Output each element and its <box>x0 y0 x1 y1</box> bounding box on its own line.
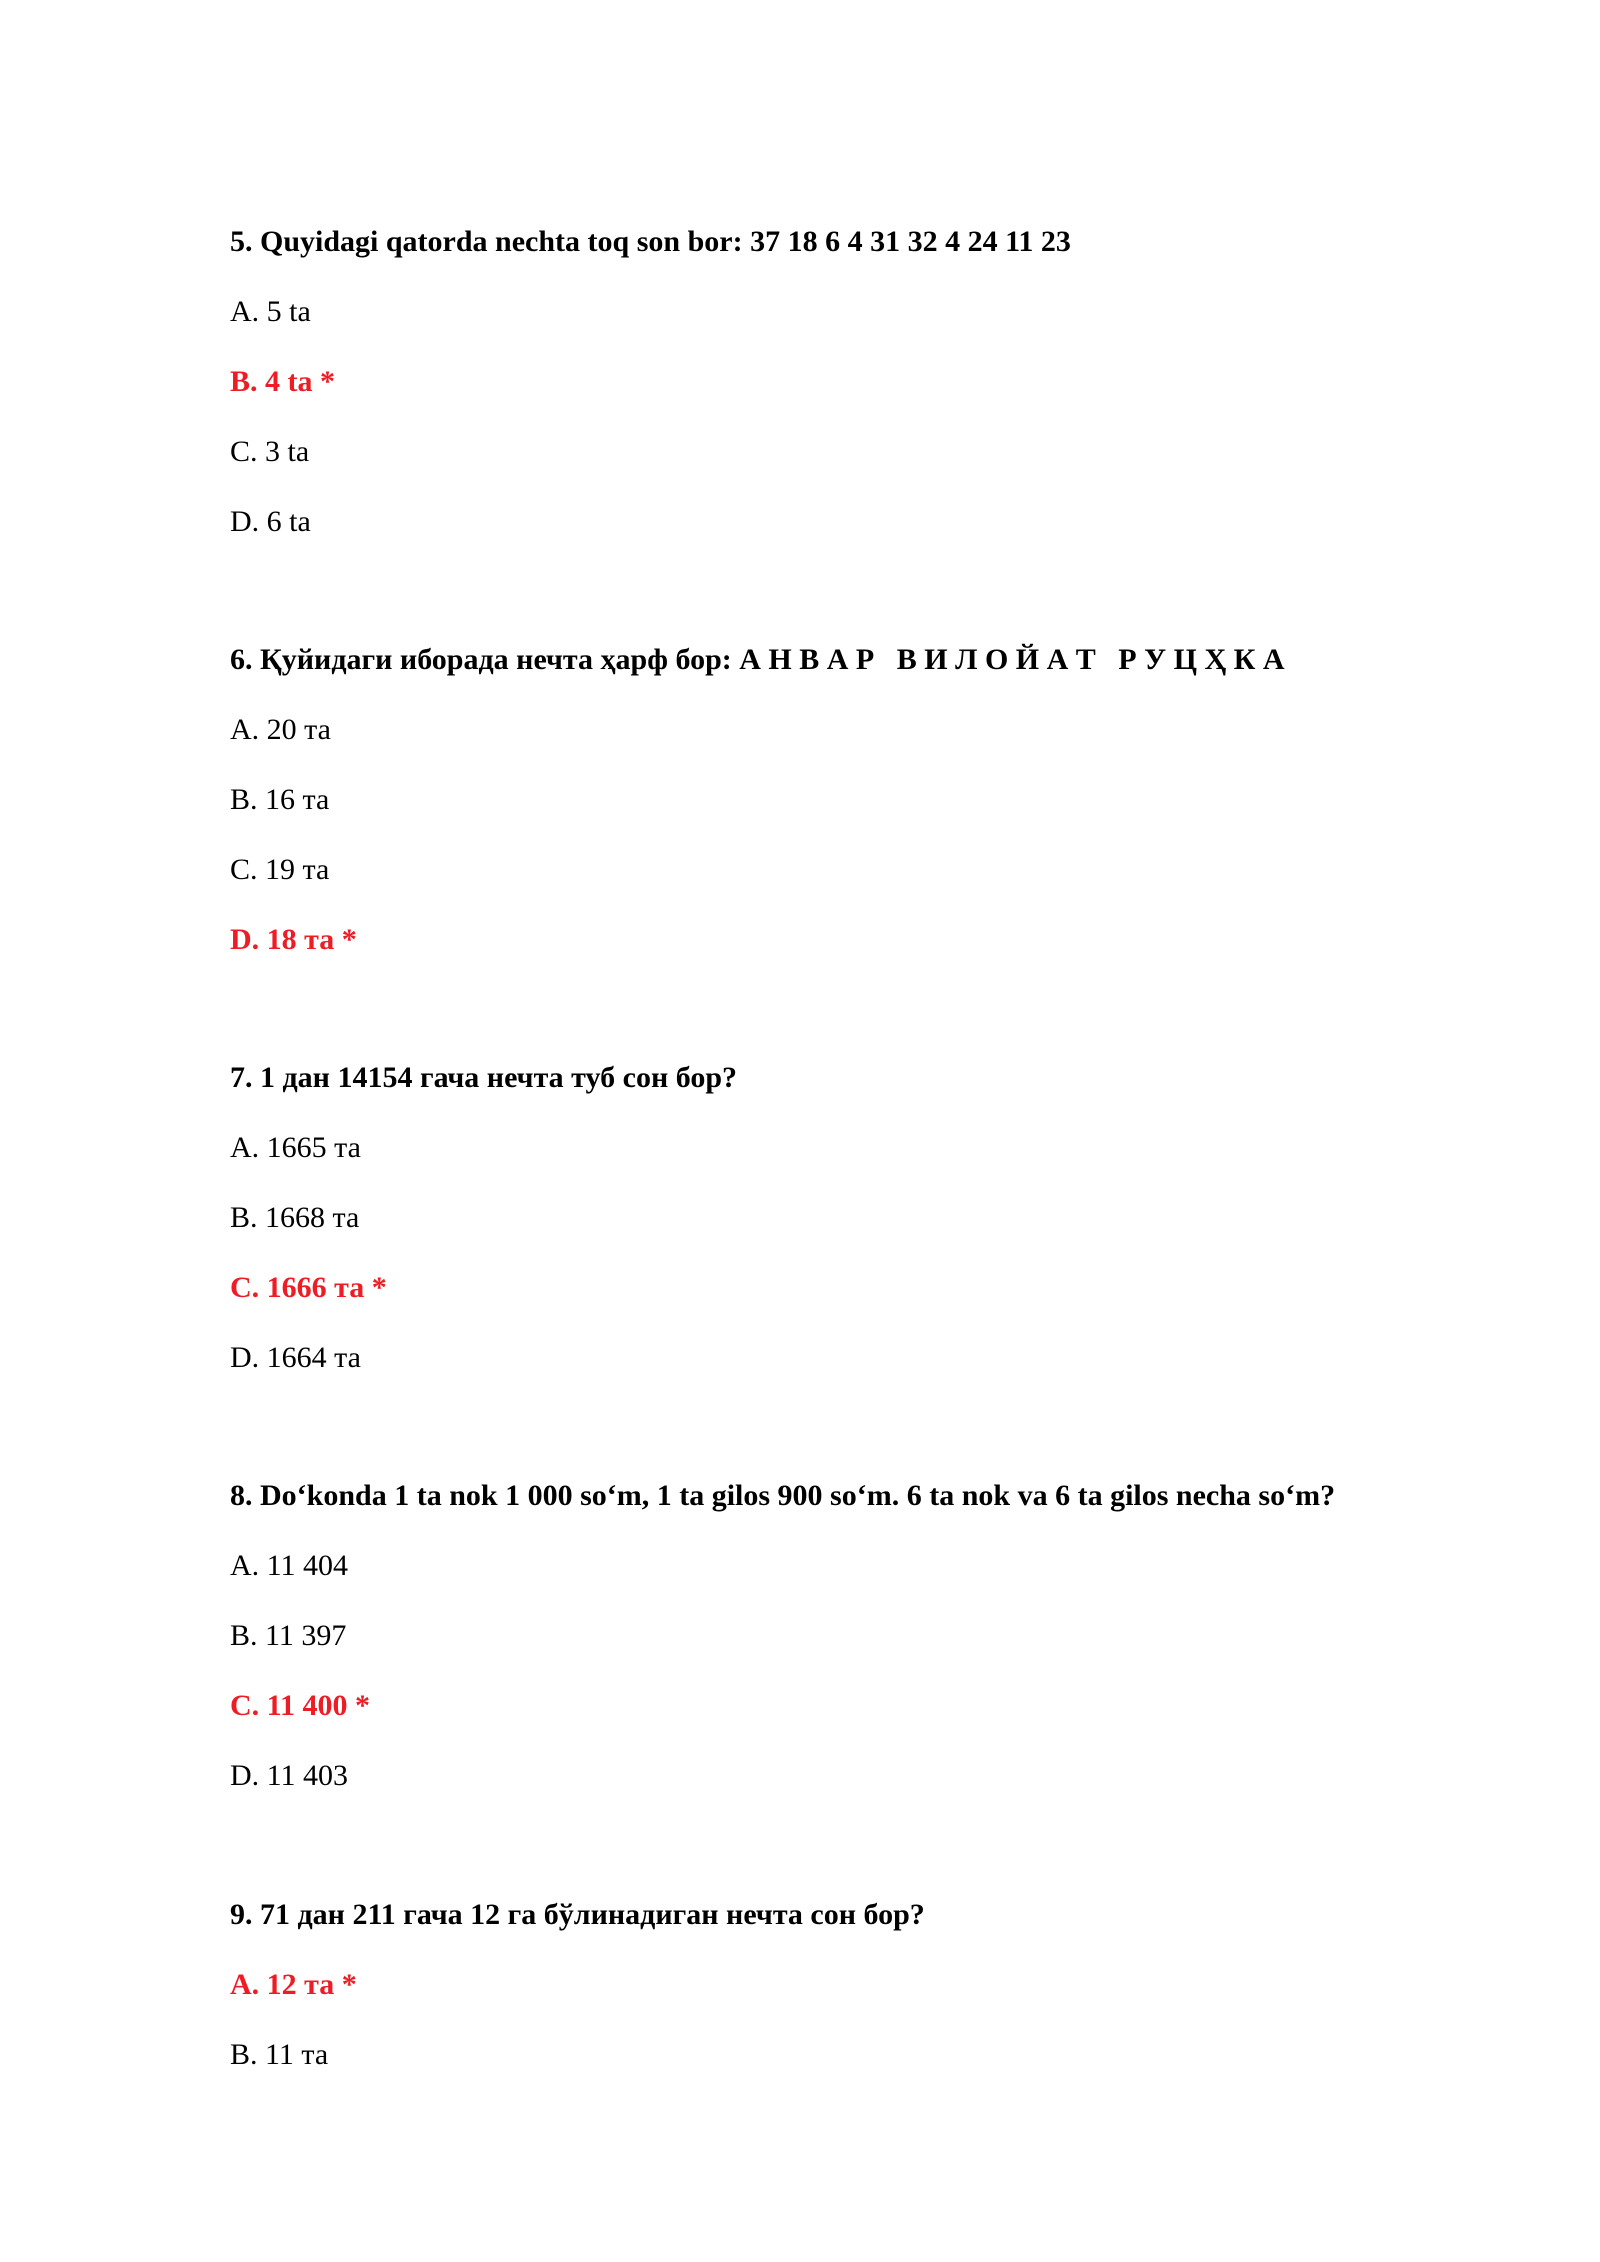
question-6 <box>230 640 1510 960</box>
option-b: B. 11 та <box>230 2038 329 2071</box>
option-a: A. 5 ta <box>230 295 311 328</box>
question-9 <box>230 1895 1510 2075</box>
option-d: D. 6 ta <box>230 505 311 538</box>
option-b: B. 16 та <box>230 783 330 816</box>
question-5 <box>230 222 1510 542</box>
option-d: D. 1664 та <box>230 1341 361 1374</box>
question-text: 9. 71 дан 211 гача 12 га бўлинадиган нечта сон бор? <box>230 1898 925 1931</box>
option-c-correct: C. 1666 та * <box>230 1271 387 1304</box>
option-c: C. 3 ta <box>230 435 310 468</box>
option-a: A. 20 та <box>230 713 331 746</box>
option-c-correct: C. 11 400 * <box>230 1689 371 1722</box>
option-d: D. 11 403 <box>230 1759 349 1792</box>
option-b-correct: B. 4 ta * <box>230 365 335 398</box>
option-b: B. 1668 та <box>230 1201 360 1234</box>
option-c: C. 19 та <box>230 853 330 886</box>
question-8 <box>230 1476 1510 1796</box>
question-text: 5. Quyidagi qatorda nechta toq son bor: 37 18 6 4 31 32 4 24 11 23 <box>230 225 1071 258</box>
option-b: B. 11 397 <box>230 1619 347 1652</box>
question-text: 7. 1 дан 14154 гача нечта туб сон бор? <box>230 1061 738 1094</box>
option-a: A. 11 404 <box>230 1549 349 1582</box>
option-a-correct: A. 12 та * <box>230 1968 357 2001</box>
question-text: 6. Қуйидаги иборада нечта ҳарф бор: А Н В А Р В И Л О Й А Т Р У Ц Ҳ К А <box>230 643 1285 676</box>
option-d-correct: D. 18 та * <box>230 923 357 956</box>
question-text: 8. Do‘konda 1 ta nok 1 000 so‘m, 1 ta gilos 900 so‘m. 6 ta nok va 6 ta gilos necha so‘m? <box>230 1479 1336 1512</box>
option-a: A. 1665 та <box>230 1131 361 1164</box>
question-7 <box>230 1058 1510 1378</box>
